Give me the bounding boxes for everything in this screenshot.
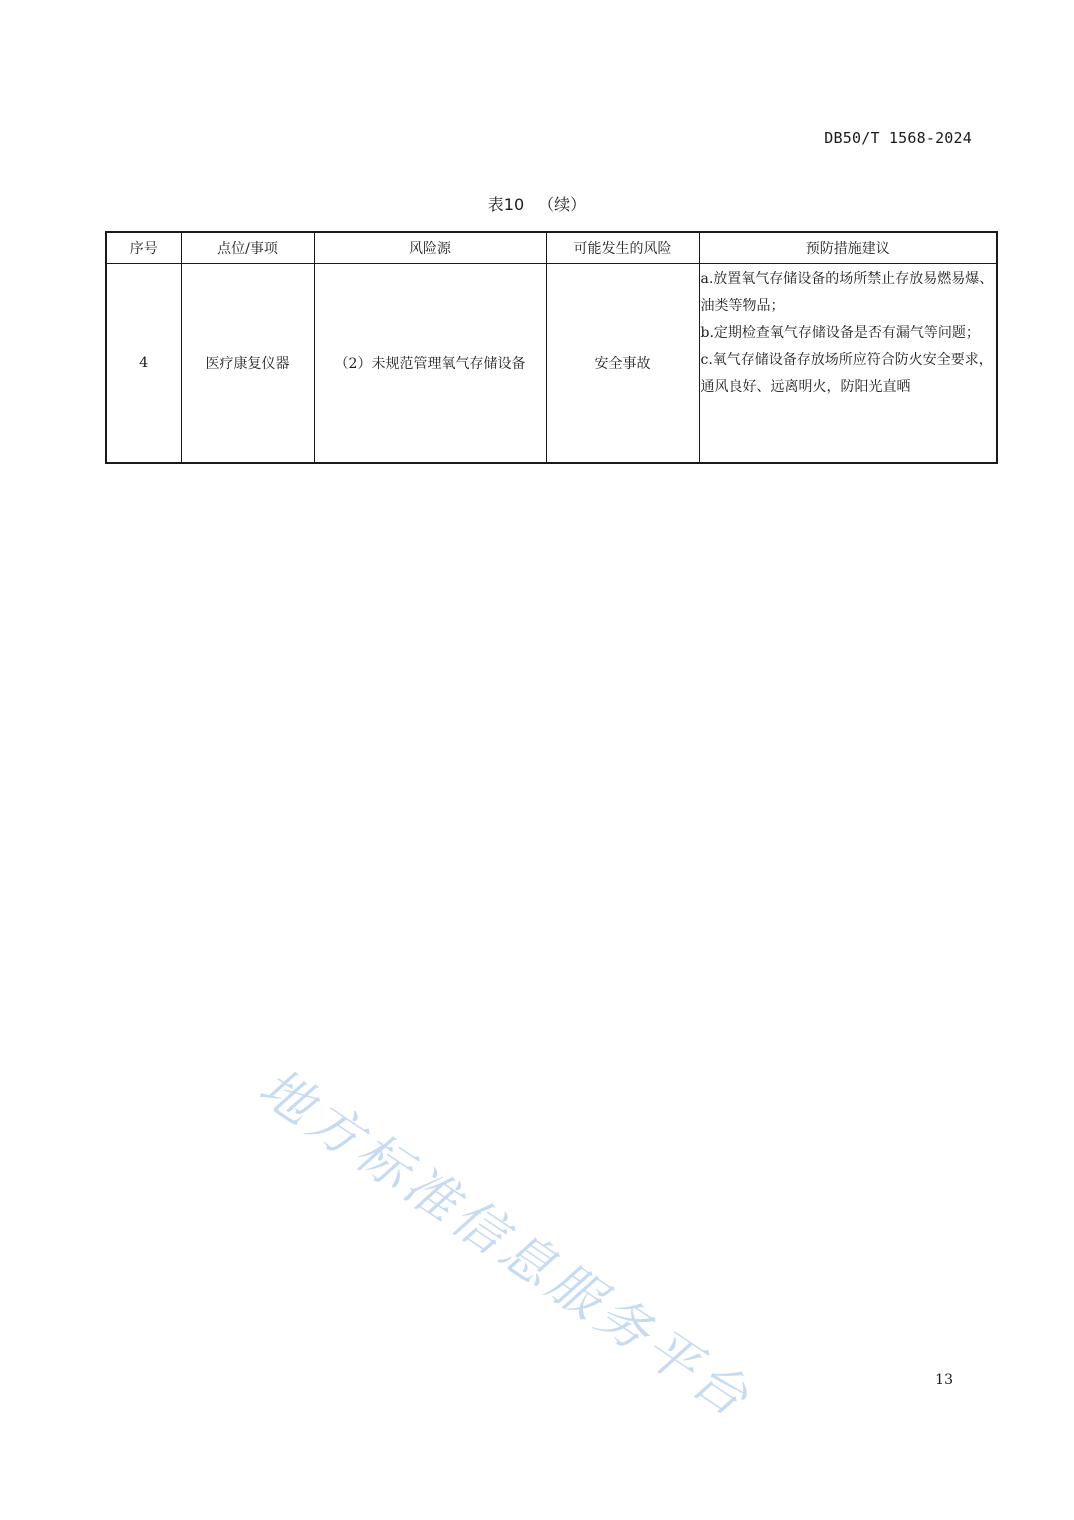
cell-index: 4	[106, 264, 181, 464]
cell-measures	[699, 264, 997, 464]
column-header-measures: 预防措施建议	[699, 232, 997, 264]
page-number: 13	[935, 1372, 953, 1388]
cell-possible-risk: 安全事故	[546, 264, 699, 464]
table-caption	[0, 192, 1074, 215]
table-caption-continued: （续）	[538, 195, 587, 214]
table-row	[106, 264, 997, 464]
table-header-row	[106, 232, 997, 264]
measure-item-b: b.定期检查氧气存储设备是否有漏气等问题；	[700, 325, 980, 341]
column-header-location: 点位/事项	[181, 232, 314, 264]
cell-risk-source: （2）未规范管理氧气存储设备	[314, 264, 546, 464]
column-header-possible-risk: 可能发生的风险	[546, 232, 699, 264]
measure-item-a: a.放置氧气存储设备的场所禁止存放易燃易爆、油类等物品；	[700, 271, 994, 314]
table-caption-label: 表10	[487, 195, 525, 214]
document-code: DB50/T 1568-2024	[824, 129, 972, 147]
risk-table	[105, 231, 998, 464]
column-header-risk-source: 风险源	[314, 232, 546, 264]
cell-location: 医疗康复仪器	[181, 264, 314, 464]
watermark: 地方标准信息服务平台	[248, 1057, 763, 1432]
column-header-index: 序号	[106, 232, 181, 264]
measure-item-c: c.氧气存储设备存放场所应符合防火安全要求，通风良好、远离明火，防阳光直晒	[700, 352, 993, 395]
